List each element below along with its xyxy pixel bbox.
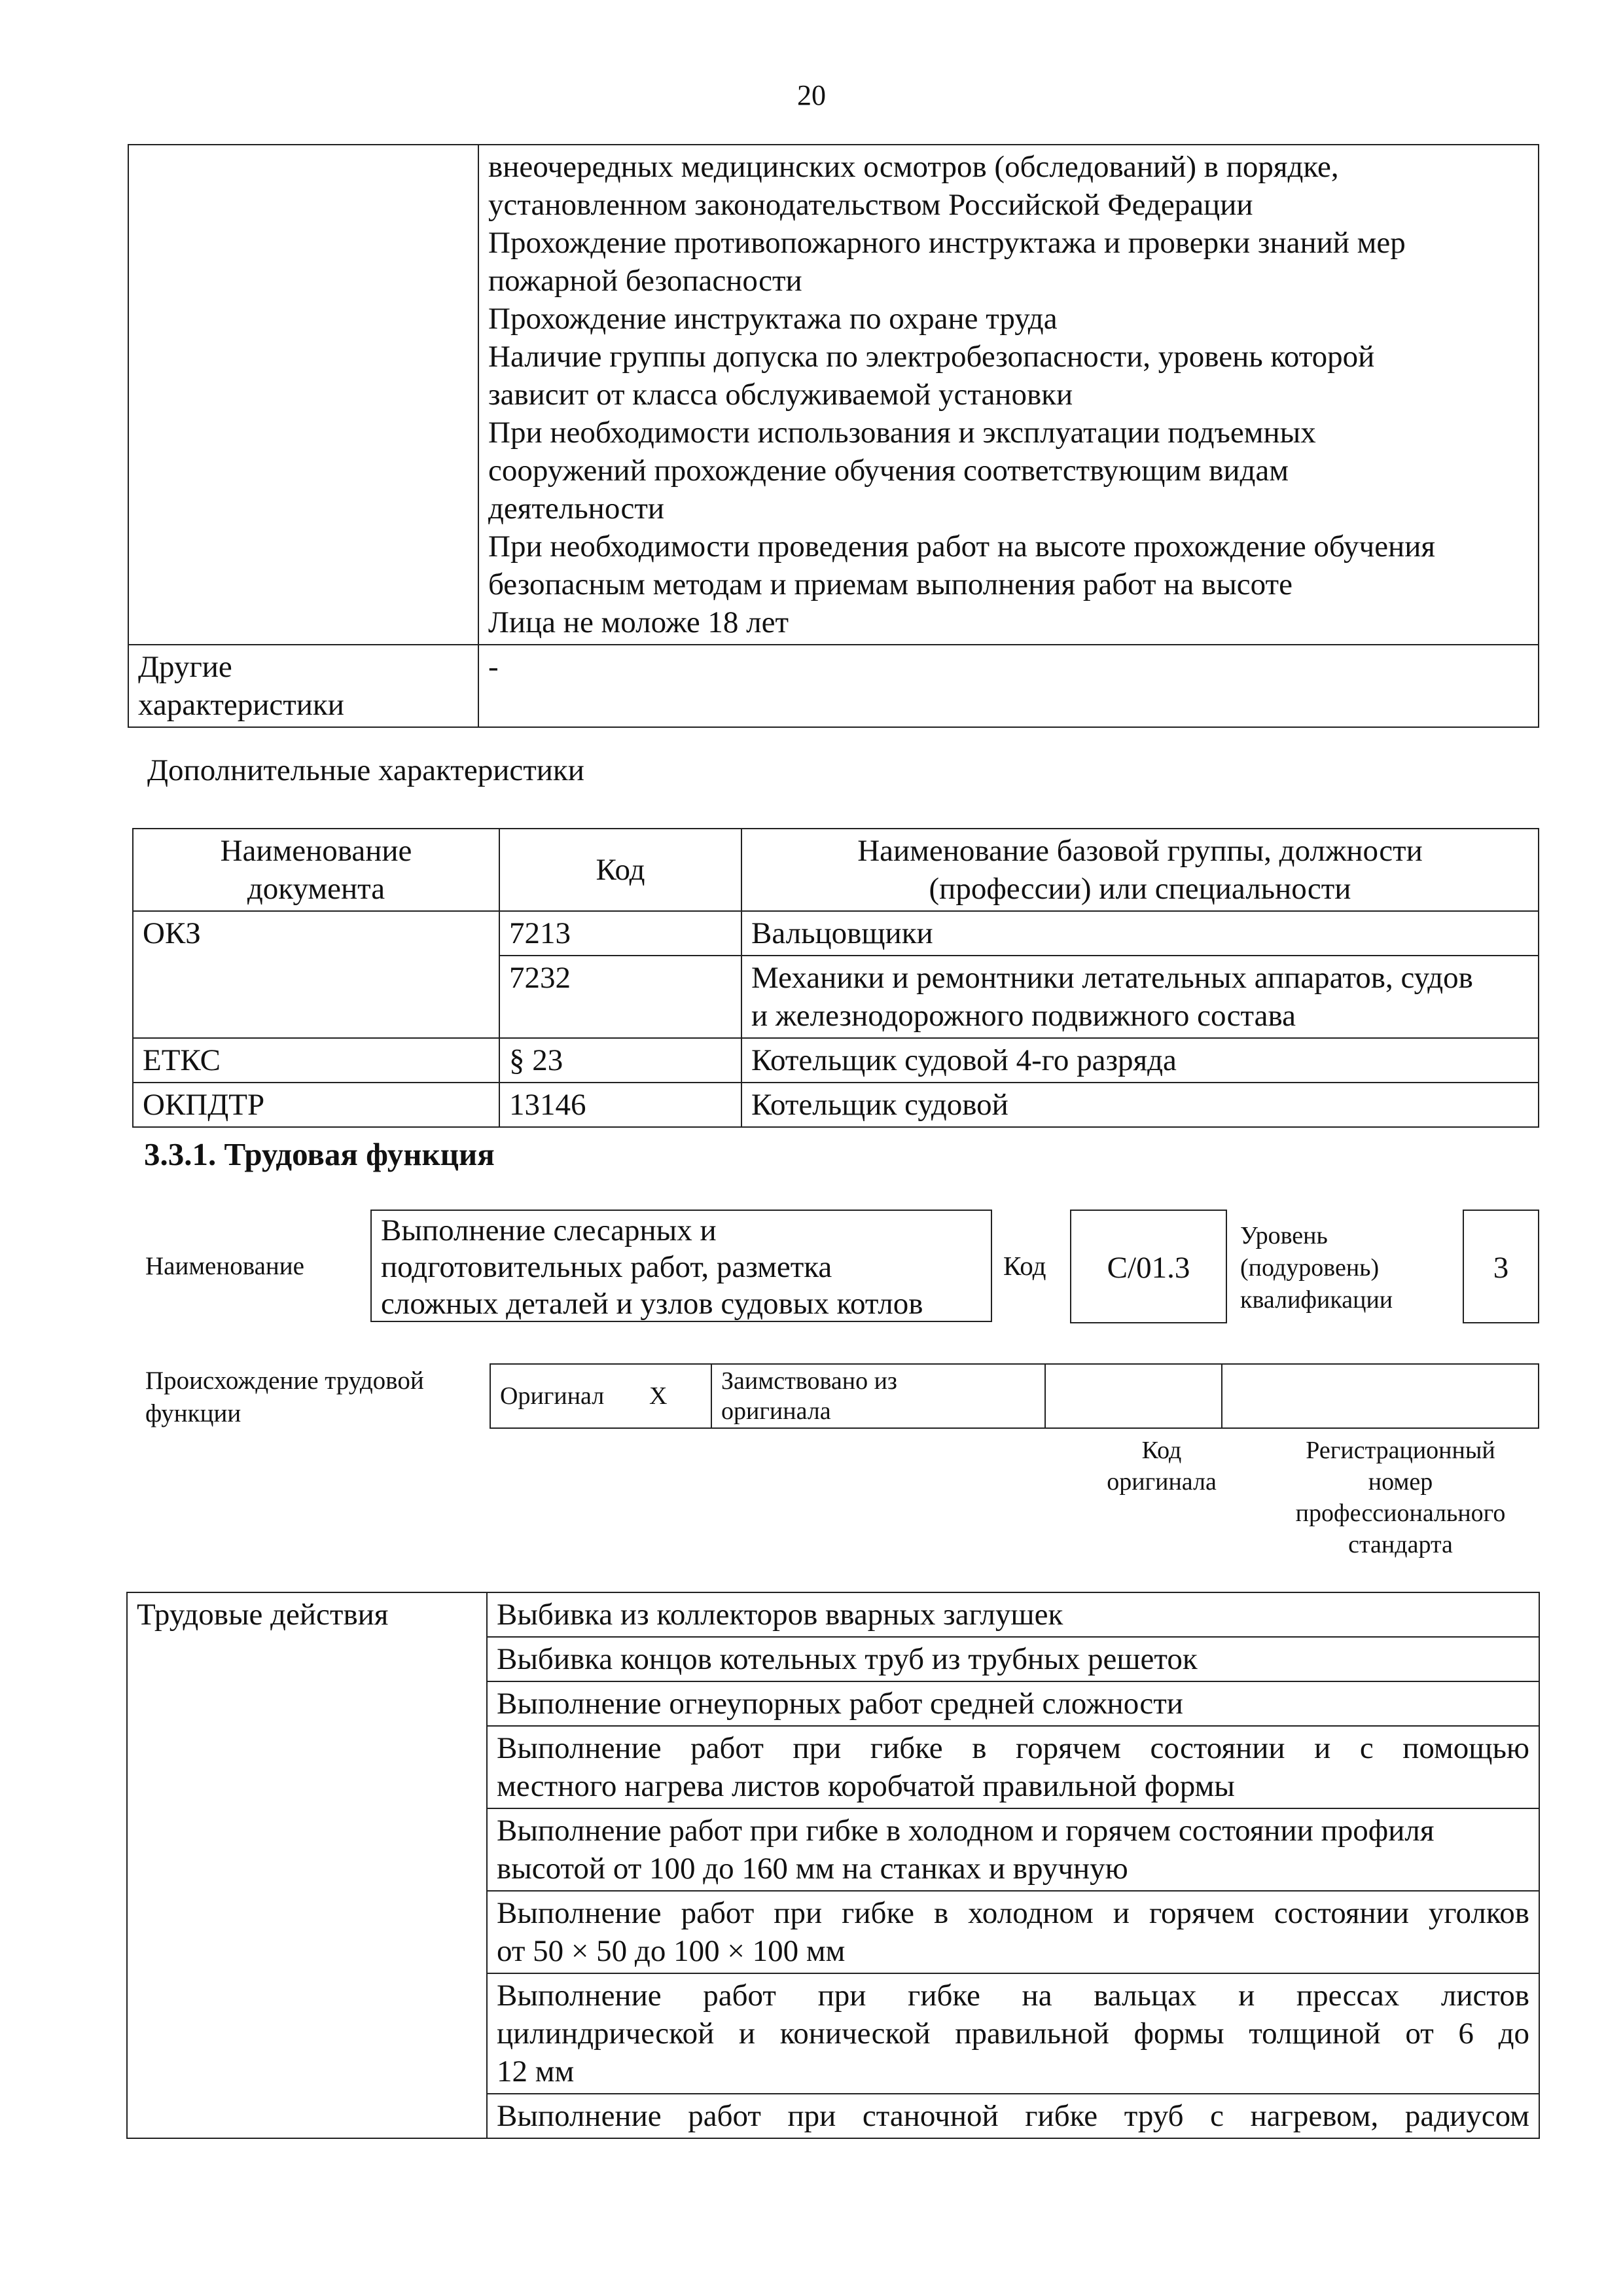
registration-number-caption bbox=[1263, 1435, 1538, 1560]
action-item bbox=[487, 1726, 1539, 1808]
text-line: профессионального bbox=[1295, 1499, 1506, 1527]
text-line: квалификации bbox=[1240, 1286, 1393, 1314]
table-header-row bbox=[133, 829, 1539, 911]
text-line: Прохождение инструктажа по охране труда bbox=[488, 302, 1058, 336]
table-row bbox=[128, 645, 1539, 727]
original-label: Оригинал bbox=[490, 1364, 640, 1428]
table-row bbox=[133, 1038, 1539, 1083]
labor-actions-label: Трудовые действия bbox=[127, 1592, 487, 2138]
text-line: безопасным методам и приемам выполнения работ на высоте bbox=[488, 567, 1293, 601]
labor-actions-table bbox=[126, 1592, 1540, 2139]
header-code: Код bbox=[499, 829, 741, 911]
qualification-level-box: 3 bbox=[1463, 1210, 1539, 1323]
text-line: местного нагрева листов коробчатой правильной формы bbox=[497, 1769, 1235, 1803]
text-line: Наименование bbox=[220, 834, 412, 868]
text-line: Происхождение трудовой bbox=[145, 1367, 424, 1395]
table-cell-label bbox=[128, 145, 478, 645]
text-line: пожарной безопасности bbox=[488, 264, 802, 298]
text-line: установленном законодательством Российской Федерации bbox=[488, 188, 1253, 222]
text-line: от 50 × 50 до 100 × 100 мм bbox=[497, 1934, 846, 1968]
text-line: стандарта bbox=[1348, 1531, 1453, 1558]
text-line: деятельности bbox=[488, 492, 665, 526]
original-mark: X bbox=[640, 1364, 711, 1428]
text-line: Выполнение работ при станочной гибке труб с нагревом, радиусом bbox=[497, 2099, 1529, 2133]
text-line: Выполнение слесарных и bbox=[381, 1213, 717, 1247]
qualification-level-label bbox=[1240, 1220, 1393, 1316]
additional-characteristics-table bbox=[132, 828, 1539, 1128]
text-line: Выполнение работ при гибке в холодном и горячем состоянии профиля bbox=[497, 1814, 1435, 1848]
borrowed-label bbox=[711, 1364, 1045, 1428]
code-cell: 7213 bbox=[499, 911, 741, 956]
text-line: Наличие группы допуска по электробезопасности, уровень которой bbox=[488, 340, 1375, 374]
text-line: Выполнение работ при гибке на вальцах и прессах листов bbox=[497, 1979, 1529, 2013]
text-line: Прохождение противопожарного инструктажа и проверки знаний мер bbox=[488, 226, 1406, 260]
requirements-table bbox=[128, 144, 1539, 728]
registration-number-cell bbox=[1222, 1364, 1539, 1428]
function-origin-table bbox=[490, 1363, 1539, 1429]
function-code-box: C/01.3 bbox=[1070, 1210, 1227, 1323]
requirements-cell bbox=[478, 145, 1539, 645]
action-item: Выбивка концов котельных труб из трубных решеток bbox=[487, 1637, 1539, 1681]
text-line: Другие bbox=[138, 650, 232, 684]
text-line: Выполнение работ при гибке в горячем состоянии и с помощью bbox=[497, 1731, 1529, 1765]
header-group-name bbox=[741, 829, 1539, 911]
text-line: (подуровень) bbox=[1240, 1254, 1380, 1282]
action-item bbox=[487, 1808, 1539, 1891]
text-line: подготовительных работ, разметка bbox=[381, 1250, 832, 1284]
table-row bbox=[133, 1083, 1539, 1127]
text-line: Лица не моложе 18 лет bbox=[488, 605, 789, 639]
text-line: Код bbox=[1141, 1437, 1182, 1464]
action-item bbox=[487, 2094, 1539, 2138]
text-line: Регистрационный bbox=[1306, 1437, 1495, 1464]
other-characteristics-label bbox=[128, 645, 478, 727]
text-line: При необходимости использования и эксплуатации подъемных bbox=[488, 416, 1316, 450]
doc-cell: ОКЗ bbox=[133, 911, 499, 1038]
text-line: Выполнение работ при гибке в холодном и горячем состоянии уголков bbox=[497, 1896, 1529, 1930]
text-line: (профессии) или специальности bbox=[929, 872, 1351, 906]
text-line: и железнодорожного подвижного состава bbox=[751, 999, 1296, 1033]
text-line: Механики и ремонтники летательных аппаратов, судов bbox=[751, 961, 1473, 995]
doc-cell: ОКПДТР bbox=[133, 1083, 499, 1127]
name-cell: Котельщик судовой bbox=[741, 1083, 1539, 1127]
text-line: Заимствовано из bbox=[721, 1367, 897, 1395]
name-cell: Котельщик судовой 4-го разряда bbox=[741, 1038, 1539, 1083]
text-line: номер bbox=[1368, 1468, 1433, 1496]
text-line: документа bbox=[247, 872, 385, 906]
text-line: сложных деталей и узлов судовых котлов bbox=[381, 1287, 923, 1321]
additional-characteristics-title: Дополнительные характеристики bbox=[147, 753, 584, 787]
text-line: функции bbox=[145, 1399, 241, 1427]
original-code-caption bbox=[1086, 1435, 1237, 1498]
table-row bbox=[490, 1364, 1539, 1428]
action-item bbox=[487, 1973, 1539, 2094]
action-item: Выбивка из коллекторов вварных заглушек bbox=[487, 1592, 1539, 1637]
function-origin-label bbox=[145, 1365, 424, 1430]
table-row bbox=[133, 911, 1539, 956]
text-line: цилиндрической и конической правильной формы толщиной от 6 до bbox=[497, 2017, 1529, 2051]
text-line: зависит от класса обслуживаемой установки bbox=[488, 378, 1073, 412]
table-row bbox=[127, 1592, 1539, 1637]
header-document bbox=[133, 829, 499, 911]
name-cell: Вальцовщики bbox=[741, 911, 1539, 956]
name-cell bbox=[741, 956, 1539, 1038]
text-line: Уровень bbox=[1240, 1222, 1328, 1249]
code-cell: 13146 bbox=[499, 1083, 741, 1127]
page-number: 20 bbox=[797, 79, 826, 111]
code-cell: § 23 bbox=[499, 1038, 741, 1083]
function-name-label: Наименование bbox=[145, 1252, 304, 1280]
action-item bbox=[487, 1891, 1539, 1973]
code-cell: 7232 bbox=[499, 956, 741, 1038]
function-code-label: Код bbox=[1003, 1251, 1046, 1281]
action-item: Выполнение огнеупорных работ средней сложности bbox=[487, 1681, 1539, 1726]
text-line: оригинала bbox=[1107, 1468, 1217, 1496]
text-line: Наименование базовой группы, должности bbox=[857, 834, 1423, 868]
text-line: сооружений прохождение обучения соответствующим видам bbox=[488, 454, 1289, 488]
original-code-cell bbox=[1045, 1364, 1222, 1428]
text-line: характеристики bbox=[138, 688, 344, 722]
function-name-box bbox=[370, 1210, 992, 1322]
doc-cell: ЕТКС bbox=[133, 1038, 499, 1083]
labor-function-heading: 3.3.1. Трудовая функция bbox=[144, 1136, 495, 1172]
text-line: оригинала bbox=[721, 1397, 831, 1425]
other-characteristics-value: - bbox=[478, 645, 1539, 727]
text-line: При необходимости проведения работ на высоте прохождение обучения bbox=[488, 529, 1435, 564]
text-line: высотой от 100 до 160 мм на станках и вручную bbox=[497, 1852, 1128, 1886]
table-row bbox=[128, 145, 1539, 645]
text-line: 12 мм bbox=[497, 2054, 575, 2089]
text-line: внеочередных медицинских осмотров (обследований) в порядке, bbox=[488, 150, 1339, 184]
